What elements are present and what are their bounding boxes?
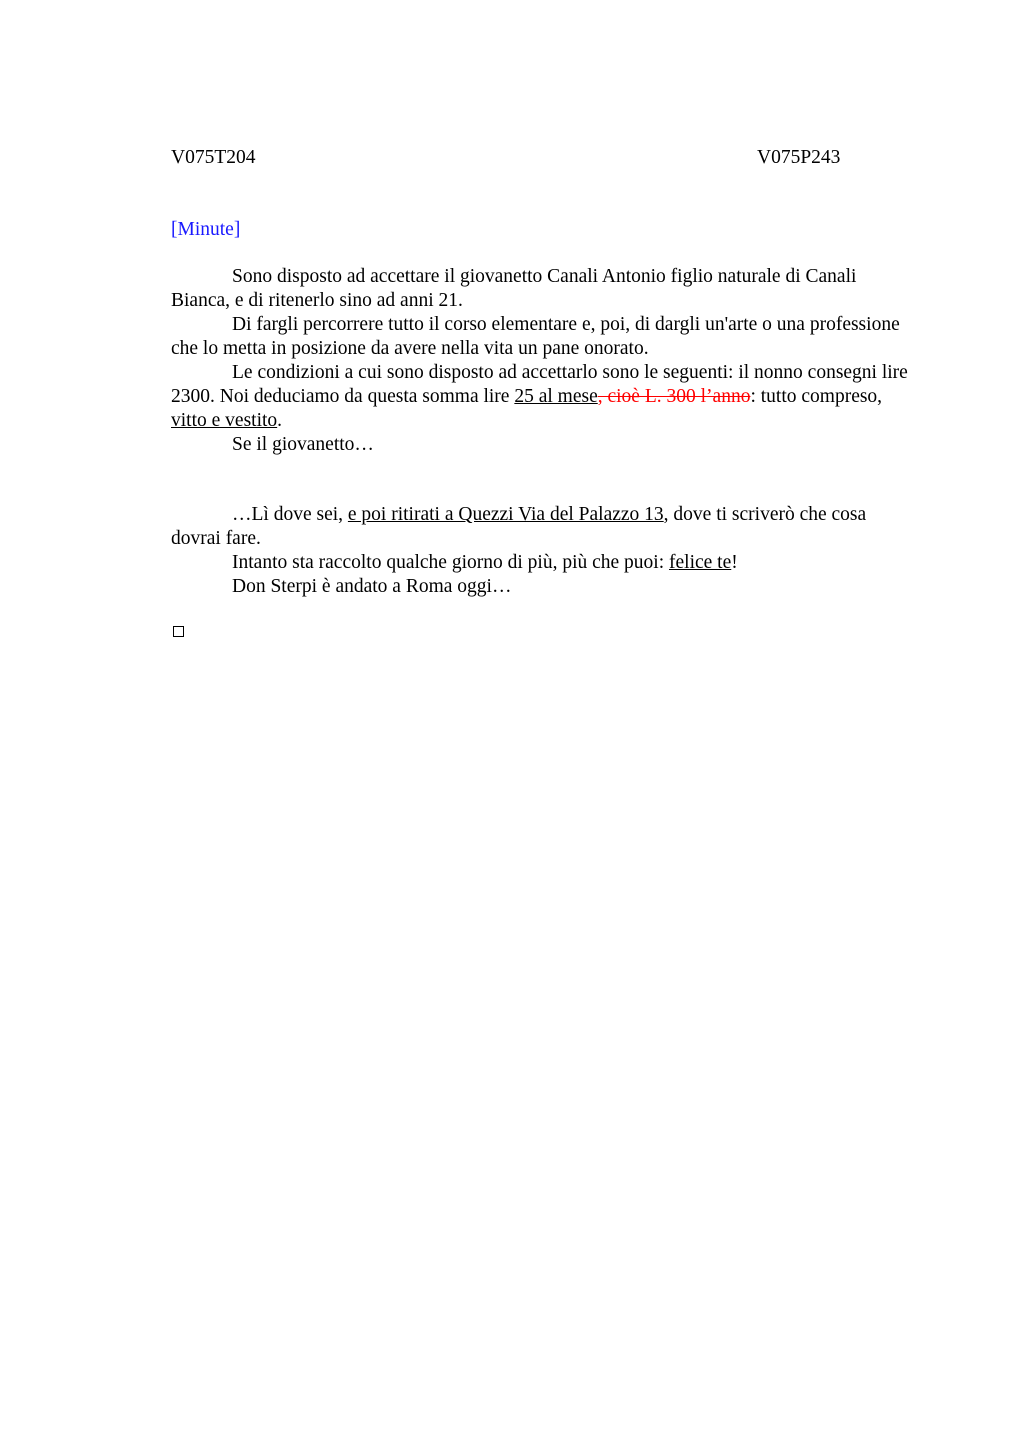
document-code-right: V075P243 [757, 147, 841, 168]
end-mark-square-icon [173, 626, 184, 637]
underlined-text: 25 al mese [514, 386, 598, 407]
underlined-text: e poi ritirati a Quezzi Via del Palazzo 13 [347, 504, 664, 525]
paragraph [171, 551, 917, 575]
document-page [171, 144, 917, 597]
paragraph [171, 503, 917, 551]
paragraph-text: . [277, 410, 283, 431]
paragraph-text: …Lì dove sei, [232, 504, 348, 525]
document-code-left: V075T204 [171, 147, 256, 168]
paragraph-text: Di fargli percorrere tutto il corso elementare e, poi, di dargli un'arte o una professione che lo metta in posizione da avere nella vita un pane onorato. [171, 314, 900, 359]
paragraph [171, 575, 917, 599]
underlined-text: felice te [669, 552, 732, 573]
second-excerpt [171, 503, 917, 599]
paragraph-text: Don Sterpi è andato a Roma oggi… [232, 576, 512, 597]
document-header [171, 144, 917, 172]
paragraph-text: Le condizioni a cui sono disposto ad accettarlo sono le seguenti: il nonno consegni lire 2300. Noi deduciamo da questa somma lire [171, 362, 908, 407]
paragraph-text: : tutto compreso, [750, 386, 883, 407]
paragraph-text: ! [731, 552, 738, 573]
deleted-text: , cioè L. 300 l’anno [597, 386, 751, 407]
first-excerpt [171, 265, 917, 457]
paragraph [171, 313, 917, 361]
paragraph-text: Sono disposto ad accettare il giovanetto Canali Antonio figlio naturale di Canali Bianca, e di ritenerlo sino ad anni 21. [171, 266, 857, 311]
paragraph-text: Intanto sta raccolto qualche giorno di più, più che puoi: [232, 552, 670, 573]
paragraph [171, 433, 917, 457]
paragraph-text: Se il giovanetto… [232, 434, 374, 455]
underlined-text: vitto e vestito [171, 410, 278, 431]
paragraph [171, 265, 917, 313]
section-label: [Minute] [171, 219, 241, 240]
paragraph-text: , dove ti scriverò che cosa dovrai fare. [171, 504, 867, 549]
paragraph-conditions [171, 361, 917, 433]
